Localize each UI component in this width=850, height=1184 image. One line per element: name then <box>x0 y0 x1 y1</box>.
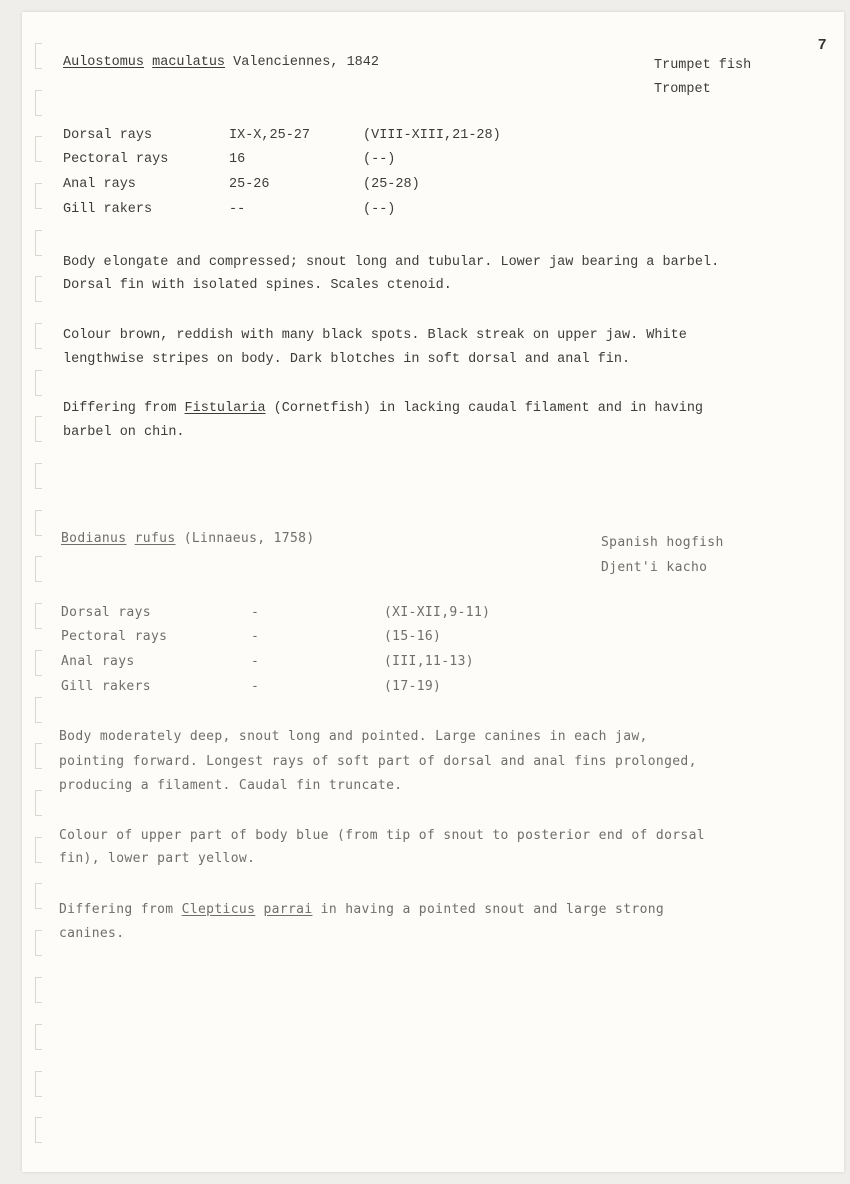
comparison-prefix: Differing from <box>59 902 182 917</box>
binding-mark <box>35 930 42 956</box>
species1-heading <box>63 55 379 70</box>
count-label: Anal rays <box>63 177 136 192</box>
binding-mark <box>35 463 42 489</box>
species2-genus: Bodianus <box>61 531 127 546</box>
count-local: -- <box>229 202 246 217</box>
binding-mark <box>35 136 42 162</box>
species1-common-name: Trumpet fish <box>654 58 752 73</box>
description-line: Body elongate and compressed; snout long and tubular. Lower jaw bearing a barbel. <box>63 255 720 270</box>
count-local: - <box>251 605 260 620</box>
count-range: (--) <box>363 202 396 217</box>
count-local: 25-26 <box>229 177 270 192</box>
comparison-suffix: in having a pointed snout and large strong <box>312 902 665 917</box>
binding-mark <box>35 276 42 302</box>
species2-epithet: rufus <box>134 531 176 546</box>
binding-mark <box>35 1117 42 1143</box>
colour-line: Colour brown, reddish with many black spots. Black streak on upper jaw. White <box>63 328 687 343</box>
species2-common-name: Spanish hogfish <box>601 535 724 550</box>
count-label: Pectoral rays <box>61 629 168 644</box>
binding-mark <box>35 883 42 909</box>
binding-mark <box>35 230 42 256</box>
binding-mark <box>35 370 42 396</box>
count-label: Gill rakers <box>61 679 151 694</box>
count-range: (15-16) <box>384 629 442 644</box>
binding-mark <box>35 323 42 349</box>
count-local: 16 <box>229 152 246 167</box>
species1-local-name: Trompet <box>654 82 711 97</box>
species2-heading <box>61 531 315 546</box>
binding-mark <box>35 510 42 536</box>
count-range: (25-28) <box>363 177 420 192</box>
colour-line: lengthwise stripes on body. Dark blotches in soft dorsal and anal fin. <box>63 352 631 367</box>
count-label: Gill rakers <box>63 202 153 217</box>
count-range: (--) <box>363 152 396 167</box>
comparison-epithet: parrai <box>263 902 313 917</box>
colour-line: Colour of upper part of body blue (from tip of snout to posterior end of dorsal <box>59 828 705 843</box>
species1-authority: Valenciennes, 1842 <box>233 55 379 70</box>
binding-mark <box>35 1071 42 1097</box>
comparison-prefix: Differing from <box>63 401 185 416</box>
document-page <box>22 12 844 1172</box>
binding-mark <box>35 1024 42 1050</box>
count-label: Dorsal rays <box>63 128 153 143</box>
count-local: IX-X,25-27 <box>229 128 311 143</box>
binding-mark <box>35 790 42 816</box>
comparison-line <box>63 401 703 416</box>
species2-local-name: Djent'i kacho <box>601 560 708 575</box>
binding-mark <box>35 977 42 1003</box>
count-label: Dorsal rays <box>61 605 151 620</box>
binding-mark <box>35 650 42 676</box>
binding-mark <box>35 43 42 69</box>
binding-mark <box>35 603 42 629</box>
description-line: producing a filament. Caudal fin truncate. <box>59 778 403 793</box>
binding-mark <box>35 556 42 582</box>
count-label: Pectoral rays <box>63 152 169 167</box>
count-local: - <box>251 654 260 669</box>
binding-mark <box>35 416 42 442</box>
species2-authority: (Linnaeus, 1758) <box>183 531 315 546</box>
comparison-genus: Fistularia <box>184 401 266 416</box>
count-range: (III,11-13) <box>384 654 474 669</box>
comparison-suffix: (Cornetfish) in lacking caudal filament and in having <box>265 401 704 416</box>
comparison-line: canines. <box>59 926 125 941</box>
binding-mark <box>35 743 42 769</box>
description-line: pointing forward. Longest rays of soft part of dorsal and anal fins prolonged, <box>59 754 697 769</box>
binding-mark <box>35 90 42 116</box>
comparison-genus: Clepticus <box>181 902 256 917</box>
count-local: - <box>251 629 260 644</box>
count-local: - <box>251 679 260 694</box>
page-number: 7 <box>818 36 827 53</box>
comparison-line <box>59 902 664 917</box>
binding-mark <box>35 183 42 209</box>
count-range: (17-19) <box>384 679 442 694</box>
count-range: (VIII-XIII,21-28) <box>363 128 501 143</box>
binding-mark <box>35 837 42 863</box>
count-range: (XI-XII,9-11) <box>384 605 491 620</box>
comparison-line: barbel on chin. <box>63 425 185 440</box>
description-line: Body moderately deep, snout long and pointed. Large canines in each jaw, <box>59 729 648 744</box>
binding-mark <box>35 697 42 723</box>
species1-genus: Aulostomus <box>63 55 145 70</box>
description-line: Dorsal fin with isolated spines. Scales ctenoid. <box>63 278 452 293</box>
colour-line: fin), lower part yellow. <box>59 851 256 866</box>
species1-epithet: maculatus <box>152 55 226 70</box>
count-label: Anal rays <box>61 654 135 669</box>
